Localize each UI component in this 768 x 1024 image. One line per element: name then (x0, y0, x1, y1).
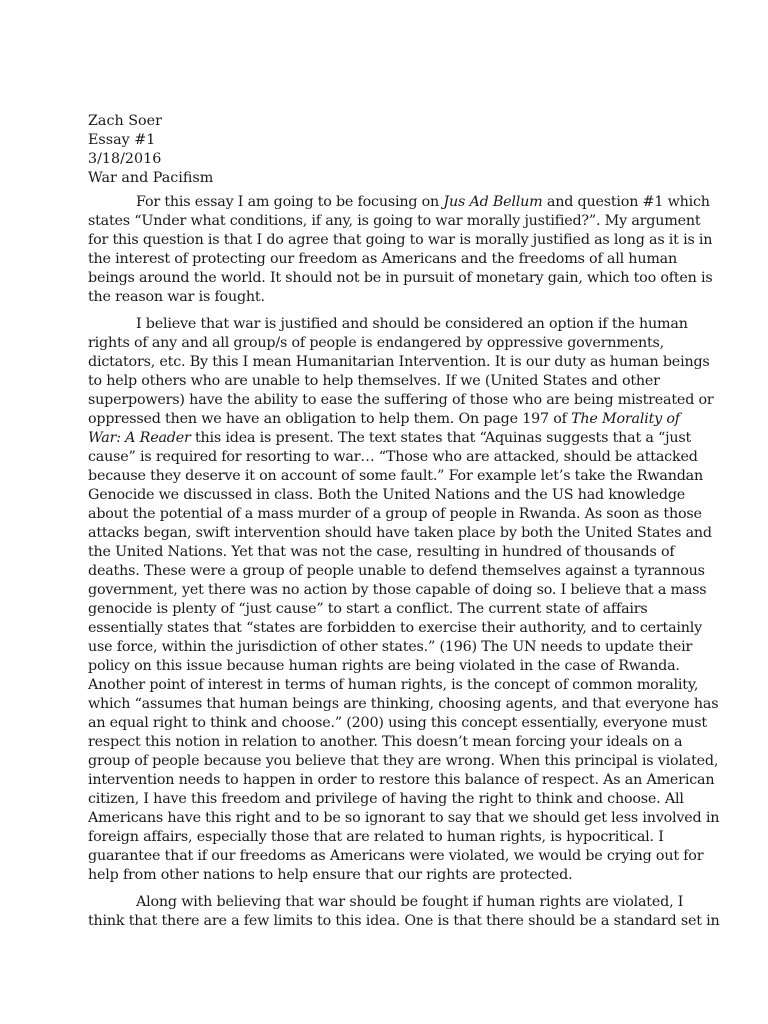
text-line (88, 429, 692, 448)
text-span: essentially states that “states are forbidden to exercise their authority, and to certainly (88, 620, 703, 636)
text-span: group of people because you believe that they are wrong. When this principal is violated, (88, 753, 719, 769)
text-span: citizen, I have this freedom and privilege of having the right to think and choose. All (88, 791, 684, 807)
italic-title: The Morality of (571, 411, 680, 427)
text-span: help from other nations to help ensure that our rights are protected. (88, 867, 573, 883)
text-line (88, 410, 680, 429)
text-line (88, 619, 703, 638)
text-span: to help others who are unable to help themselves. If we (United States and other (88, 373, 660, 389)
text-span: an equal right to think and choose.” (200) using this concept essentially, everyone must (88, 715, 707, 731)
essay-body (88, 193, 720, 931)
text-span: deaths. These were a group of people unable to defend themselves against a tyrannous (88, 563, 705, 579)
text-span: dictators, etc. By this I mean Humanitarian Intervention. It is our duty as human beings (88, 354, 710, 370)
text-span: Another point of interest in terms of human rights, is the concept of common morality, (88, 677, 699, 693)
text-span: superpowers) have the ability to ease the suffering of those who are being mistreated or (88, 392, 714, 408)
text-span: government, yet there was no action by those capable of doing so. I believe that a mass (88, 582, 707, 598)
text-span: cause” is required for resorting to war… “Those who are attacked, should be attacked (88, 449, 698, 465)
text-span: Along with believing that war should be fought if human rights are violated, I (136, 894, 684, 910)
paragraph (88, 315, 720, 885)
text-line (88, 733, 683, 752)
text-line (88, 771, 715, 790)
text-span: beings around the world. It should not be in pursuit of monetary gain, which too often is (88, 270, 713, 286)
text-line (88, 486, 686, 505)
text-line (88, 562, 705, 581)
text-span: for this question is that I do agree that going to war is morally justified as long as it is in (88, 232, 713, 248)
text-line (88, 714, 707, 733)
italic-title: War: A Reader (88, 430, 191, 446)
text-line (88, 250, 678, 269)
text-line (88, 752, 719, 771)
text-span: For this essay I am going to be focusing on (136, 194, 444, 210)
text-span: genocide is plenty of “just cause” to start a conflict. The current state of affairs (88, 601, 648, 617)
text-line (88, 467, 703, 486)
text-span: Americans have this right and to be so ignorant to say that we should get less involved in (88, 810, 720, 826)
text-line (88, 893, 684, 912)
text-span: attacks began, swift intervention should have taken place by both the United States and (88, 525, 712, 541)
text-span: and question #1 which (542, 194, 710, 210)
text-span: the interest of protecting our freedom as Americans and the freedoms of all human (88, 251, 678, 267)
paragraph (88, 193, 713, 307)
text-line (88, 809, 720, 828)
text-span: this idea is present. The text states that “Aquinas suggests that a “just (190, 430, 692, 446)
text-line (88, 231, 713, 250)
text-line (88, 581, 707, 600)
essay-number: Essay #1 (88, 132, 156, 148)
paragraph (88, 893, 720, 931)
author-name: Zach Soer (88, 113, 162, 129)
text-span: the United Nations. Yet that was not the case, resulting in hundred of thousands of (88, 544, 675, 560)
text-span: respect this notion in relation to another. This doesn’t mean forcing your ideals on a (88, 734, 683, 750)
italic-title: Jus Ad Bellum (443, 194, 543, 210)
text-span: about the potential of a mass murder of a group of people in Rwanda. As soon as those (88, 506, 702, 522)
text-line (88, 353, 710, 372)
text-span: oppressed then we have an obligation to help them. On page 197 of (88, 411, 572, 427)
text-line (88, 912, 720, 931)
text-span: Genocide we discussed in class. Both the United Nations and the US had knowledge (88, 487, 686, 503)
text-span: intervention needs to happen in order to restore this balance of respect. As an American (88, 772, 715, 788)
text-line (88, 448, 698, 467)
text-span: the reason war is fought. (88, 289, 265, 305)
text-line (88, 372, 658, 391)
text-line (88, 676, 699, 695)
text-span: foreign affairs, especially those that are related to human rights, is hypocritical. I (88, 829, 664, 845)
text-span: states “Under what conditions, if any, is going to war morally justified?”. My argument (88, 213, 701, 229)
text-line (88, 524, 712, 543)
text-span: I believe that war is justified and should be considered an option if the human (136, 316, 688, 332)
text-line (88, 828, 664, 847)
text-span: use force, within the jurisdiction of other states.” (196) The UN needs to update their (88, 639, 693, 655)
text-line (88, 193, 710, 212)
text-line (88, 790, 684, 809)
text-span: which “assumes that human beings are thinking, choosing agents, and that everyone has (88, 696, 719, 712)
text-line (88, 657, 680, 676)
text-line (88, 847, 704, 866)
text-line (88, 543, 675, 562)
text-line (88, 269, 713, 288)
text-span: guarantee that if our freedoms as Americans were violated, we would be crying out for (88, 848, 704, 864)
essay-page (88, 112, 720, 931)
text-line (88, 600, 658, 619)
text-line (88, 288, 658, 307)
text-line (88, 866, 658, 885)
text-line (88, 315, 688, 334)
essay-title: War and Pacifism (88, 170, 214, 186)
text-span: think that there are a few limits to this idea. One is that there should be a standard set in (88, 913, 720, 929)
text-line (88, 391, 714, 410)
text-span: rights of any and all group/s of people is endangered by oppressive governments, (88, 335, 664, 351)
text-line (88, 695, 719, 714)
text-span: policy on this issue because human rights are being violated in the case of Rwanda. (88, 658, 680, 674)
text-line (88, 334, 664, 353)
text-span: because they deserve it on account of some fault.” For example let’s take the Rwandan (88, 468, 703, 484)
essay-date: 3/18/2016 (88, 151, 162, 167)
text-line (88, 212, 701, 231)
text-line (88, 505, 702, 524)
text-line (88, 638, 693, 657)
